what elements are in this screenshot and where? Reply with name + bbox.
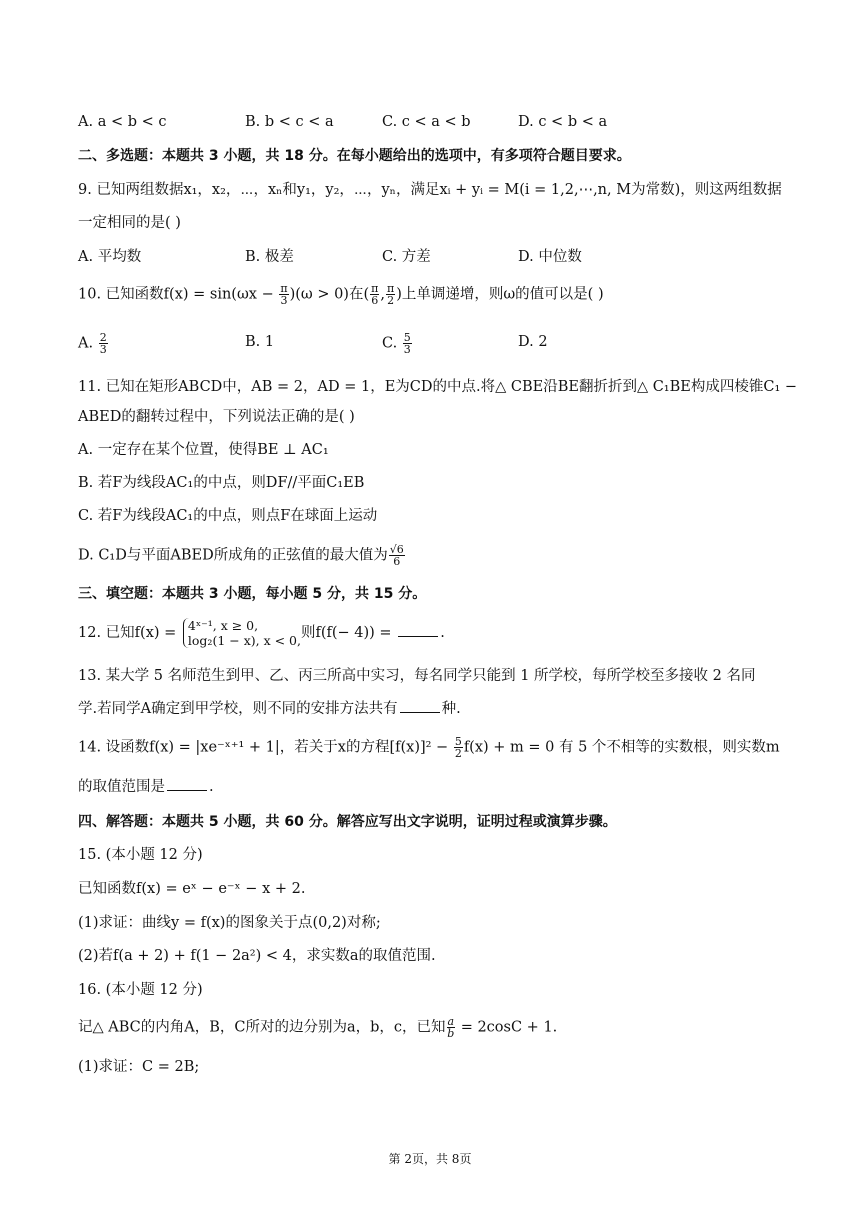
- q16-frac-num: a: [447, 1015, 455, 1028]
- q16-stem-suffix: = 2cosC + 1.: [456, 1019, 558, 1036]
- q12-suffix: 则f(f(− 4)) =: [300, 625, 397, 641]
- q14-line2-suffix: .: [209, 779, 214, 795]
- q10-option-c-label: C.: [382, 335, 398, 352]
- q11-option-a: A. 一定存在某个位置，使得BE ⊥ AC₁: [78, 442, 329, 458]
- q10-frac-pi-2: [386, 283, 395, 306]
- q10-option-c-num: 5: [403, 331, 411, 344]
- q10-frac6-num: π: [371, 282, 379, 295]
- q15-part2: (2)若f(a + 2) + f(1 − 2a²) < 4，求实数a的取值范围.: [78, 948, 436, 964]
- q12-case1: 4ˣ⁻¹, x ≥ 0,: [187, 618, 259, 633]
- q11-option-d-text: D. C₁D与平面ABED所成角的正弦值的最大值为: [78, 547, 388, 564]
- q10-frac6-den: 6: [371, 294, 379, 307]
- q10-option-a-den: 3: [99, 343, 107, 356]
- q10-option-b: B. 1: [245, 334, 275, 350]
- section3-heading: 三、填空题：本题共 3 小题，每小题 5 分，共 15 分。: [78, 586, 427, 602]
- q10-suffix: )上单调递增，则ω的值可以是( ): [396, 286, 604, 303]
- q16-frac-a-b: [447, 1016, 456, 1039]
- section2-heading: 二、多选题：本题共 3 小题，共 18 分。在每小题给出的选项中，有多项符合题目要求。: [78, 148, 631, 164]
- q13-stem-line1: 13. 某大学 5 名师范生到甲、乙、丙三所高中实习，每名同学只能到 1 所学校，每所学校至多接收 2 名同: [78, 668, 756, 684]
- section4-heading: 四、解答题：本题共 5 小题，共 60 分。解答应写出文字说明，证明过程或演算步骤。: [78, 814, 617, 830]
- q10-frac-pi-3: [279, 283, 288, 306]
- q11-option-b: B. 若F为线段AC₁的中点，则DF//平面C₁EB: [78, 475, 365, 491]
- q11-stem-line2: ABED的翻转过程中，下列说法正确的是( ): [78, 409, 355, 425]
- q16-stem-prefix: 记△ ABC的内角A，B，C所对的边分别为a，b，c，已知: [78, 1019, 446, 1036]
- q16-score: 16. (本小题 12 分): [78, 982, 203, 998]
- q10-option-d: D. 2: [518, 334, 548, 350]
- q11-stem-line1: 11. 已知在矩形ABCD中，AB = 2，AD = 1，E为CD的中点.将△ CBE沿BE翻折折到△ C₁BE构成四棱锥C₁ −: [78, 379, 798, 395]
- q10-option-c-den: 3: [403, 343, 411, 356]
- q10-option-a: [78, 332, 109, 355]
- q9-option-d: D. 中位数: [518, 249, 582, 265]
- q10-frac-den: 3: [280, 294, 288, 307]
- q10-option-a-frac: [99, 332, 108, 355]
- q12-end: .: [440, 625, 445, 641]
- q14-frac-5-2: [454, 736, 463, 759]
- q15-part1: (1)求证：曲线y = f(x)的图象关于点(0,2)对称;: [78, 915, 381, 931]
- q12-piecewise: [183, 618, 301, 648]
- q15-stem: 已知函数f(x) = eˣ − e⁻ˣ − x + 2.: [78, 881, 306, 897]
- q10-option-a-num: 2: [99, 331, 107, 344]
- q9-option-a: A. 平均数: [78, 249, 142, 265]
- q8-option-a: A. a < b < c: [78, 114, 167, 130]
- q10-stem: 10. 已知函数f(x) = sin(ωx − $\frac{\pi}{3}$ )(ω > 0)在( $\frac{\pi}{6}$ , $\frac{\pi}{2}$ )上单调递增，则ω的值可以是( ): [78, 282, 604, 307]
- q10-frac2-num: π: [386, 282, 395, 295]
- q14-frac-den: 2: [454, 747, 462, 760]
- q10-frac-pi-6: [370, 283, 379, 306]
- q12-stem: [78, 618, 445, 648]
- q10-mid: )(ω > 0)在(: [289, 286, 370, 303]
- q10-prefix: 10. 已知函数f(x) = sin(ωx −: [78, 286, 279, 303]
- q14-stem-line1: [78, 736, 780, 759]
- q9-option-b: B. 极差: [245, 249, 294, 265]
- q16-part1: (1)求证：C = 2B;: [78, 1059, 200, 1075]
- q13-line2-suffix: 种.: [441, 701, 461, 717]
- q8-option-d: D. c < b < a: [518, 114, 608, 130]
- q14-stem-line2: [78, 777, 214, 797]
- q12-prefix: 12. 已知f(x) =: [78, 625, 181, 641]
- q13-line2-prefix: 学.若同学A确定到甲学校，则不同的安排方法共有: [78, 701, 398, 717]
- q9-option-c: C. 方差: [382, 249, 431, 265]
- q13-stem-line2: [78, 699, 461, 719]
- q12-case2: log₂(1 − x), x < 0,: [187, 633, 301, 648]
- q10-option-a-label: A.: [78, 335, 94, 352]
- q11-option-d: [78, 544, 406, 567]
- q14-line1-prefix: 14. 设函数f(x) = |xe⁻ˣ⁺¹ + 1|，若关于x的方程[f(x)]² −: [78, 739, 453, 756]
- q14-frac-num: 5: [454, 735, 462, 748]
- q12-answer-blank[interactable]: [398, 624, 438, 637]
- q14-line1-suffix: f(x) + m = 0 有 5 个不相等的实数根，则实数m: [463, 739, 780, 756]
- q13-answer-blank[interactable]: [400, 700, 440, 713]
- q14-line2-prefix: 的取值范围是: [78, 779, 165, 795]
- q11-option-d-frac: [389, 544, 405, 567]
- q16-stem: [78, 1016, 557, 1039]
- q14-answer-blank[interactable]: [167, 778, 207, 791]
- q10-frac-num: π: [280, 282, 288, 295]
- q9-stem-line2: 一定相同的是( ): [78, 215, 181, 231]
- q8-option-c: C. c < a < b: [382, 114, 471, 130]
- q11-option-c: C. 若F为线段AC₁的中点，则点F在球面上运动: [78, 508, 378, 524]
- q11-option-d-num: √6: [389, 543, 404, 556]
- q9-stem-line1: 9. 已知两组数据x₁，x₂，⋯，xₙ和y₁，y₂，⋯，yₙ，满足xᵢ + yᵢ = M(i = 1,2,⋯,n, M为常数)，则这两组数据: [78, 182, 782, 198]
- page-footer: 第 2页，共 8页: [388, 1152, 472, 1166]
- q15-score: 15. (本小题 12 分): [78, 847, 203, 863]
- q16-frac-den: b: [447, 1027, 455, 1040]
- q8-option-b: B. b < c < a: [245, 114, 334, 130]
- q10-option-c: [382, 332, 413, 355]
- q11-option-d-den: 6: [393, 555, 401, 568]
- q10-option-c-frac: [403, 332, 412, 355]
- q10-frac2-den: 2: [387, 294, 395, 307]
